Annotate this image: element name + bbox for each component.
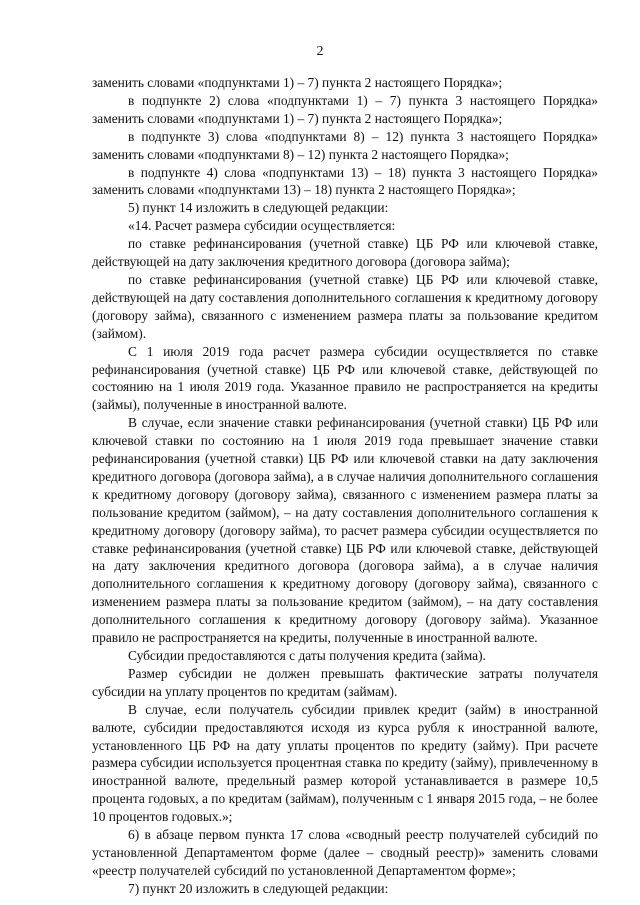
paragraph: в подпункте 2) слова «подпунктами 1) – 7) пункта 3 настоящего Порядка» заменить словами «подпунктами 1) – 7) пункта 2 настоящего Порядка»; <box>92 92 598 126</box>
paragraph: 7) пункт 20 изложить в следующей редакции: <box>128 880 389 896</box>
page-number: 2 <box>316 44 324 59</box>
paragraph: в подпункте 3) слова «подпунктами 8) – 12) пункта 3 настоящего Порядка» заменить словами «подпунктами 8) – 12) пункта 2 настоящего Порядка»; <box>92 128 598 162</box>
paragraph: В случае, если значение ставки рефинансирования (учетной ставки) ЦБ РФ или ключевой ставки по состоянию на 1 июля 2019 года превышает значение ставки рефинансирования (учетной ставки) ЦБ РФ или ключевой ставки на дату заключения кредитного договора (договора займа), а в случае наличия дополнительного соглашения к кредитному договору (договору займа), связанного с изменением размера платы за пользование кредитом (займом), – на дату составления дополнительного соглашения к кредитному договору (договору займа), то расчет размера субсидии осуществляется по ставке рефинансирования (учетной ставке) ЦБ РФ или ключевой ставке, действующей на дату заключения кредитного договора (договора займа), а в случае наличия дополнительного соглашения к кредитному договору (договору займа), связанного с изменением размера платы за пользование кредитом (займом), – на дату составления дополнительного соглашения к кредитному договору (договору займа). Указанное правило не распространяется на кредиты, полученные в иностранной валюте. <box>92 415 598 646</box>
paragraph: Размер субсидии не должен превышать фактические затраты получателя субсидии на уплату процентов по кредитам (займам). <box>92 665 598 699</box>
paragraph: по ставке рефинансирования (учетной ставке) ЦБ РФ или ключевой ставке, действующей на дату заключения кредитного договора (договора займа); <box>92 236 598 270</box>
paragraph: по ставке рефинансирования (учетной ставке) ЦБ РФ или ключевой ставке, действующей на дату составления дополнительного соглашения к кредитному договору (договору займа), связанного с изменением размера платы за пользование кредитом (займом). <box>92 271 598 341</box>
paragraph: в подпункте 4) слова «подпунктами 13) – 18) пункта 3 настоящего Порядка» заменить словами «подпунктами 13) – 18) пункта 2 настоящего Порядка»; <box>92 164 598 198</box>
paragraph: «14. Расчет размера субсидии осуществляется: <box>128 218 396 234</box>
paragraph: Субсидии предоставляются с даты получения кредита (займа). <box>128 648 486 663</box>
paragraph: 5) пункт 14 изложить в следующей редакции: <box>128 200 389 216</box>
paragraph: В случае, если получатель субсидии привлек кредит (займ) в иностранной валюте, субсидии предоставляются исходя из курса рубля к иностранной валюте, установленного ЦБ РФ на дату уплаты процентов по кредиту (займу). При расчете размера субсидии используется процентная ставка по кредиту (займу), привлеченному в иностранной валюте, предельный размер которой устанавливается в размере 10,5 процента годовых, а по кредитам (займам), полученным с 1 января 2015 года, – не более 10 процентов годовых.»; <box>92 701 598 825</box>
paragraph: С 1 июля 2019 года расчет размера субсидии осуществляется по ставке рефинансирования (учетной ставке) ЦБ РФ или ключевой ставке, действующей по состоянию на 1 июля 2019 года. Указанное правило не распространяется на кредиты (займы), полученные в иностранной валюте. <box>92 343 598 413</box>
paragraph: заменить словами «подпунктами 1) – 7) пункта 2 настоящего Порядка»; <box>92 75 503 90</box>
paragraph: 6) в абзаце первом пункта 17 слова «сводный реестр получателей субсидий по установленной Департаментом форме (далее – сводный реестр)» заменить словами «реестр получателей субсидий по установленной Департаментом форме»; <box>92 827 598 878</box>
document-body <box>92 74 598 898</box>
